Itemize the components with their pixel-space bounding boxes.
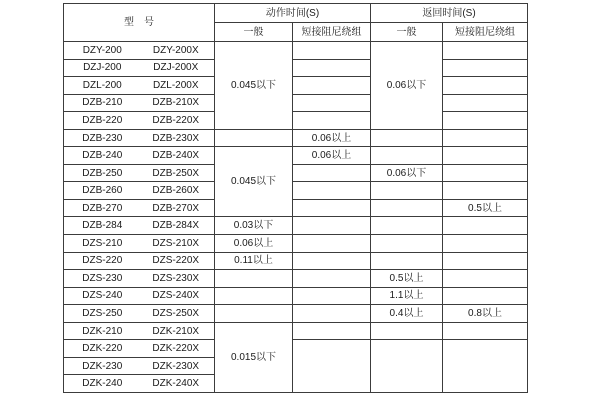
return-general-cell <box>371 322 443 340</box>
return-general-cell: 0.06以下 <box>371 42 443 130</box>
action-damping-cell <box>293 305 371 323</box>
action-damping-header: 短接阻尼绕组 <box>293 23 371 42</box>
return-damping-cell <box>443 164 528 182</box>
return-damping-cell <box>443 59 528 77</box>
return-general-cell <box>371 129 443 147</box>
action-damping-cell: 0.06以上 <box>293 129 371 147</box>
model-label: DZK-220X <box>152 343 200 355</box>
action-damping-cell <box>293 94 371 112</box>
model-label: DZB-250X <box>152 167 200 179</box>
table-row <box>64 59 528 77</box>
action-damping-cell <box>293 340 371 393</box>
model-label: DZB-240 <box>82 150 123 162</box>
model-cell <box>64 357 215 375</box>
return-damping-cell <box>443 42 528 60</box>
model-label: DZS-220X <box>152 255 200 267</box>
model-label: DZB-270X <box>152 202 200 214</box>
model-label: DZB-240X <box>152 150 200 162</box>
action-general-cell <box>215 129 293 147</box>
model-label: DZB-284 <box>82 220 123 232</box>
model-label: DZB-250 <box>82 167 123 179</box>
model-cell <box>64 59 215 77</box>
return-general-cell: 0.06以下 <box>371 164 443 182</box>
table-row <box>64 305 528 323</box>
model-cell <box>64 270 215 288</box>
model-label: DZK-210 <box>82 325 123 337</box>
return-general-cell <box>371 147 443 165</box>
model-label: DZK-240 <box>82 378 123 390</box>
action-damping-cell <box>293 252 371 270</box>
action-time-group-header: 动作时间(S) <box>215 4 371 23</box>
return-damping-cell <box>443 147 528 165</box>
table-header <box>64 4 528 42</box>
table-row <box>64 147 528 165</box>
table-row <box>64 129 528 147</box>
model-label: DZS-210 <box>82 237 123 249</box>
model-cell <box>64 129 215 147</box>
model-label: DZS-220 <box>82 255 123 267</box>
action-general-cell: 0.11以上 <box>215 252 293 270</box>
model-label: DZS-250X <box>152 307 200 319</box>
return-damping-cell <box>443 94 528 112</box>
table-row <box>64 164 528 182</box>
model-label: DZK-230X <box>152 360 200 372</box>
return-general-cell <box>371 340 443 393</box>
header-row-groups <box>64 4 528 23</box>
model-label: DZB-210 <box>82 97 123 109</box>
model-label: DZS-240X <box>152 290 200 302</box>
table-row <box>64 217 528 235</box>
action-damping-cell <box>293 235 371 253</box>
action-general-header: 一般 <box>215 23 293 42</box>
model-label: DZK-240X <box>152 378 200 390</box>
model-cell <box>64 235 215 253</box>
table-row <box>64 94 528 112</box>
model-cell <box>64 112 215 130</box>
table-row <box>64 42 528 60</box>
model-label: DZS-230X <box>152 272 200 284</box>
model-cell <box>64 340 215 358</box>
return-general-cell: 1.1以上 <box>371 287 443 305</box>
model-label: DZB-220 <box>82 114 123 126</box>
relay-spec-table <box>63 3 528 393</box>
model-label: DZB-210X <box>152 97 200 109</box>
model-label: DZS-250 <box>82 307 123 319</box>
action-damping-cell <box>293 59 371 77</box>
model-label: DZB-230 <box>82 132 123 144</box>
model-label: DZY-200 <box>82 44 122 56</box>
action-general-cell <box>215 270 293 288</box>
table-row <box>64 252 528 270</box>
return-damping-cell <box>443 322 528 340</box>
model-cell <box>64 147 215 165</box>
return-general-cell <box>371 235 443 253</box>
return-general-cell <box>371 182 443 200</box>
model-label: DZS-240 <box>82 290 123 302</box>
action-general-cell <box>215 305 293 323</box>
action-damping-cell <box>293 217 371 235</box>
return-general-cell: 0.4以上 <box>371 305 443 323</box>
return-general-cell: 0.5以上 <box>371 270 443 288</box>
model-cell <box>64 252 215 270</box>
model-cell <box>64 182 215 200</box>
model-column-header: 型 号 <box>64 4 215 42</box>
return-damping-cell <box>443 77 528 95</box>
return-damping-cell: 0.8以上 <box>443 305 528 323</box>
return-damping-cell <box>443 129 528 147</box>
return-general-cell <box>371 217 443 235</box>
return-damping-cell <box>443 217 528 235</box>
model-cell <box>64 42 215 60</box>
model-cell <box>64 199 215 217</box>
model-label: DZB-260X <box>152 185 200 197</box>
model-label: DZB-220X <box>152 114 200 126</box>
model-label: DZJ-200 <box>83 62 122 74</box>
action-damping-cell <box>293 182 371 200</box>
model-cell <box>64 287 215 305</box>
action-general-cell: 0.015以下 <box>215 322 293 392</box>
model-label: DZB-284X <box>152 220 200 232</box>
return-damping-header: 短接阻尼绕组 <box>443 23 528 42</box>
model-label: DZB-260 <box>82 185 123 197</box>
table-row <box>64 77 528 95</box>
return-general-cell <box>371 252 443 270</box>
model-label: DZY-200X <box>152 44 199 56</box>
model-label: DZB-230X <box>152 132 200 144</box>
return-general-header: 一般 <box>371 23 443 42</box>
model-cell <box>64 305 215 323</box>
action-damping-cell: 0.06以上 <box>293 147 371 165</box>
action-damping-cell <box>293 322 371 340</box>
model-label: DZK-210X <box>152 325 200 337</box>
model-cell <box>64 322 215 340</box>
action-damping-cell <box>293 112 371 130</box>
model-label: DZK-220 <box>82 343 123 355</box>
model-label: DZL-200 <box>82 79 122 91</box>
model-label: DZS-230 <box>82 272 123 284</box>
action-damping-cell <box>293 42 371 60</box>
return-damping-cell <box>443 287 528 305</box>
action-damping-cell <box>293 270 371 288</box>
model-label: DZB-270 <box>82 202 123 214</box>
action-general-cell <box>215 287 293 305</box>
table-row <box>64 322 528 340</box>
model-cell <box>64 94 215 112</box>
action-general-cell: 0.045以下 <box>215 42 293 130</box>
model-cell <box>64 217 215 235</box>
return-damping-cell <box>443 235 528 253</box>
action-damping-cell <box>293 164 371 182</box>
table-row <box>64 340 528 358</box>
table-body <box>64 42 528 393</box>
model-cell <box>64 164 215 182</box>
action-general-cell: 0.06以上 <box>215 235 293 253</box>
model-label: DZK-230 <box>82 360 123 372</box>
return-damping-cell <box>443 112 528 130</box>
action-damping-cell <box>293 199 371 217</box>
return-damping-cell <box>443 252 528 270</box>
return-time-group-header: 返回时间(S) <box>371 4 528 23</box>
return-damping-cell: 0.5以上 <box>443 199 528 217</box>
table-row <box>64 199 528 217</box>
return-damping-cell <box>443 340 528 393</box>
table-row <box>64 270 528 288</box>
return-damping-cell <box>443 182 528 200</box>
action-damping-cell <box>293 77 371 95</box>
model-label: DZS-210X <box>152 237 200 249</box>
table-row <box>64 112 528 130</box>
model-cell <box>64 375 215 393</box>
return-damping-cell <box>443 270 528 288</box>
model-cell <box>64 77 215 95</box>
model-label: DZJ-200X <box>153 62 199 74</box>
model-label: DZL-200X <box>152 79 199 91</box>
return-general-cell <box>371 199 443 217</box>
action-damping-cell <box>293 287 371 305</box>
action-general-cell: 0.03以下 <box>215 217 293 235</box>
action-general-cell: 0.045以下 <box>215 147 293 217</box>
table-row <box>64 182 528 200</box>
table-row <box>64 287 528 305</box>
spec-table-container <box>63 3 528 393</box>
table-row <box>64 235 528 253</box>
